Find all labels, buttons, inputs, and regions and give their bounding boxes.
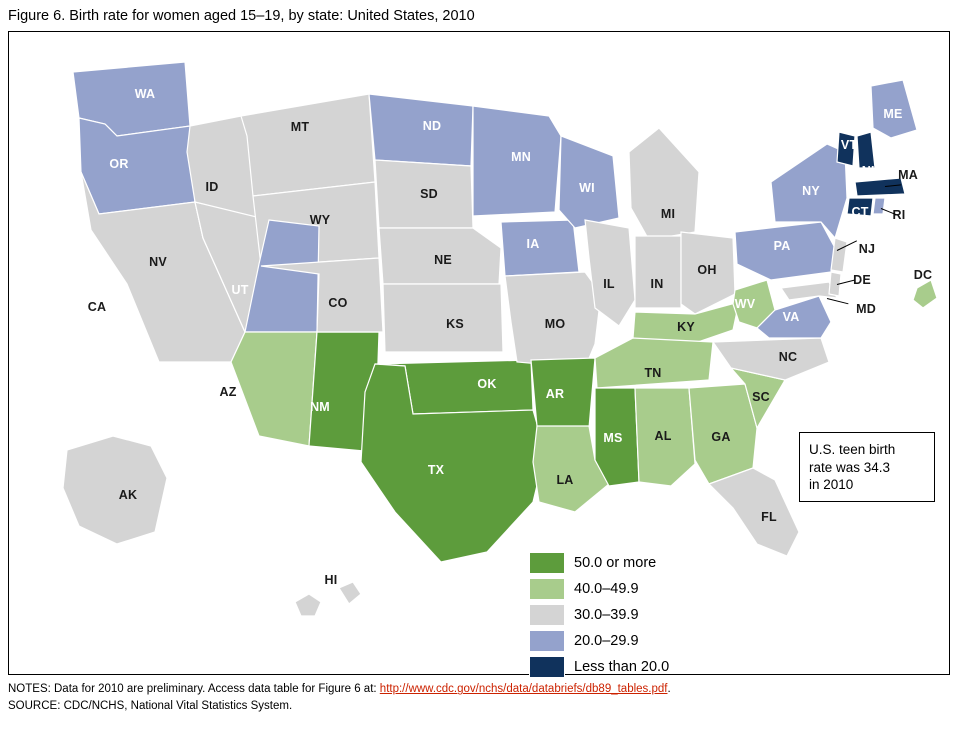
state-label-tx: TX bbox=[427, 463, 445, 478]
legend-label: 30.0–39.9 bbox=[574, 607, 639, 624]
state-label-mt: MT bbox=[290, 120, 310, 135]
state-label-id: ID bbox=[205, 180, 219, 195]
legend-swatch bbox=[529, 630, 565, 652]
state-DC bbox=[913, 280, 937, 308]
legend-label: 50.0 or more bbox=[574, 555, 657, 572]
page-title: Figure 6. Birth rate for women aged 15–19, by state: United States, 2010 bbox=[8, 8, 475, 24]
state-label-tn: TN bbox=[644, 366, 662, 381]
state-NC bbox=[713, 338, 829, 380]
state-label-nm: NM bbox=[310, 400, 330, 415]
callout-line-3: in 2010 bbox=[809, 476, 854, 492]
state-label-co: CO bbox=[328, 296, 348, 311]
legend-label: 40.0–49.9 bbox=[574, 581, 639, 598]
state-NH bbox=[857, 132, 875, 168]
legend-swatch bbox=[529, 552, 565, 574]
state-label-dc: DC bbox=[913, 268, 933, 283]
legend-row bbox=[529, 604, 669, 626]
state-label-wy: WY bbox=[309, 213, 331, 228]
state-label-ok: OK bbox=[477, 377, 497, 392]
state-HI2 bbox=[339, 582, 361, 604]
state-IA bbox=[501, 220, 579, 276]
map-container bbox=[8, 31, 950, 675]
legend-row bbox=[529, 578, 669, 600]
data-table-link[interactable]: http://www.cdc.gov/nchs/data/databriefs/db89_tables.pdf bbox=[379, 683, 668, 696]
state-label-hi: HI bbox=[324, 573, 338, 588]
state-KS bbox=[383, 284, 503, 352]
callout-line-1: U.S. teen birth bbox=[809, 442, 896, 458]
state-label-de: DE bbox=[853, 273, 871, 288]
legend-row bbox=[529, 630, 669, 652]
state-label-oh: OH bbox=[697, 263, 717, 278]
notes-period: . bbox=[667, 683, 671, 696]
state-label-la: LA bbox=[556, 473, 574, 488]
legend-label: Less than 20.0 bbox=[574, 659, 670, 676]
state-label-il: IL bbox=[603, 277, 615, 292]
state-label-ms: MS bbox=[603, 431, 623, 446]
callout-line-2: rate was 34.3 bbox=[809, 459, 891, 475]
state-label-vt: VT bbox=[840, 138, 858, 153]
state-label-md: MD bbox=[856, 302, 876, 317]
state-label-nh: NH bbox=[861, 164, 881, 179]
state-label-nd: ND bbox=[422, 119, 442, 134]
state-HI bbox=[295, 594, 321, 616]
state-label-ar: AR bbox=[545, 387, 565, 402]
state-label-pa: PA bbox=[773, 239, 791, 254]
state-label-ma: MA bbox=[898, 168, 918, 183]
legend-label: 20.0–29.9 bbox=[574, 633, 639, 650]
state-label-or: OR bbox=[109, 157, 129, 172]
state-label-mo: MO bbox=[544, 317, 566, 332]
state-MT bbox=[241, 94, 375, 196]
state-label-ga: GA bbox=[711, 430, 731, 445]
state-label-al: AL bbox=[654, 429, 672, 444]
state-label-ct: CT bbox=[851, 205, 869, 220]
legend-swatch bbox=[529, 604, 565, 626]
state-label-az: AZ bbox=[219, 385, 237, 400]
state-label-in: IN bbox=[650, 277, 664, 292]
legend-swatch bbox=[529, 578, 565, 600]
state-label-me: ME bbox=[883, 107, 903, 122]
state-AZ bbox=[231, 332, 317, 446]
state-label-ut: UT bbox=[231, 283, 249, 298]
state-TN bbox=[595, 338, 713, 388]
legend-swatch bbox=[529, 656, 565, 678]
notes-text: NOTES: Data for 2010 are preliminary. Access data table for Figure 6 at: bbox=[8, 683, 380, 696]
state-IN bbox=[635, 236, 681, 308]
state-label-ri: RI bbox=[892, 208, 906, 223]
state-label-mi: MI bbox=[660, 207, 676, 222]
state-label-ky: KY bbox=[677, 320, 695, 335]
state-RI bbox=[873, 198, 885, 214]
state-label-ne: NE bbox=[434, 253, 452, 268]
state-label-fl: FL bbox=[761, 510, 777, 525]
state-NJ bbox=[831, 238, 847, 272]
us-choropleth-map bbox=[9, 32, 949, 674]
state-label-ks: KS bbox=[446, 317, 464, 332]
map-states bbox=[63, 62, 937, 616]
state-label-wv: WV bbox=[734, 297, 756, 312]
state-label-nc: NC bbox=[778, 350, 798, 365]
state-AK bbox=[63, 436, 167, 544]
legend-row bbox=[529, 656, 669, 678]
state-label-ca: CA bbox=[87, 300, 107, 315]
figure-notes bbox=[0, 675, 960, 714]
map-legend bbox=[529, 552, 669, 682]
state-label-wa: WA bbox=[134, 87, 156, 102]
state-label-va: VA bbox=[782, 310, 800, 325]
state-label-ny: NY bbox=[802, 184, 820, 199]
state-FL bbox=[709, 468, 799, 556]
state-label-sc: SC bbox=[752, 390, 770, 405]
state-label-nj: NJ bbox=[858, 242, 876, 257]
state-label-mn: MN bbox=[511, 150, 531, 165]
state-label-ak: AK bbox=[118, 488, 138, 503]
callout-box bbox=[799, 432, 935, 502]
state-label-sd: SD bbox=[420, 187, 438, 202]
state-label-ia: IA bbox=[526, 237, 540, 252]
notes-line bbox=[8, 681, 952, 698]
source-line: SOURCE: CDC/NCHS, National Vital Statistics System. bbox=[8, 700, 293, 713]
legend-row bbox=[529, 552, 669, 574]
state-label-wi: WI bbox=[579, 181, 595, 196]
state-ND bbox=[369, 94, 473, 166]
state-MI bbox=[629, 128, 699, 240]
state-label-nv: NV bbox=[149, 255, 167, 270]
